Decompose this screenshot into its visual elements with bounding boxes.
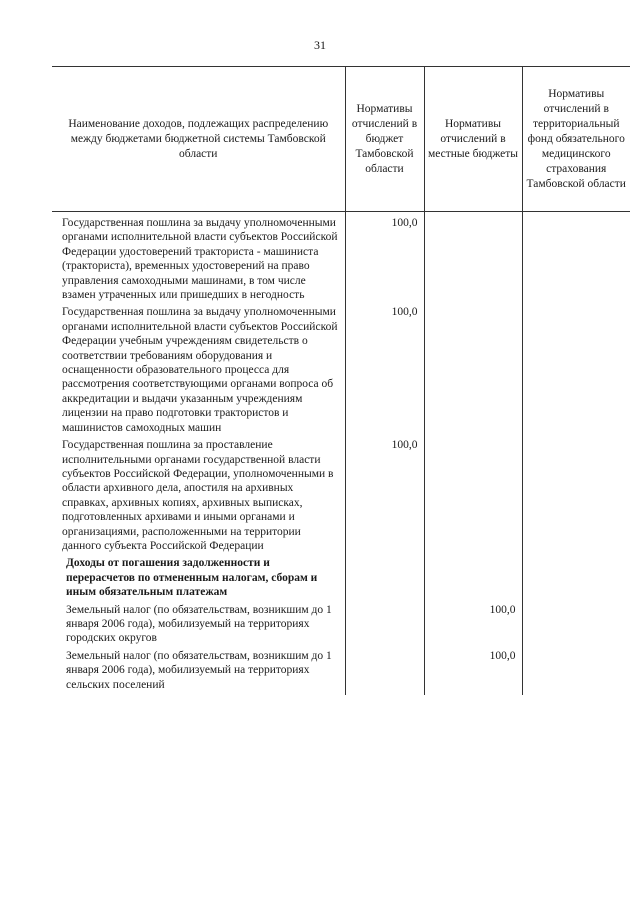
- revenue-distribution-table: [52, 66, 630, 695]
- table-row: [52, 438, 630, 556]
- local-norm: [424, 212, 522, 306]
- regional-norm: 100,0: [345, 212, 424, 306]
- local-norm: 100,0: [424, 649, 522, 695]
- oms-norm: [522, 438, 630, 556]
- table-row: [52, 649, 630, 695]
- income-name: Земельный налог (по обязательствам, возникшим до 1 января 2006 года), мобилизуемый на территориях сельских поселений: [66, 649, 332, 691]
- table-row: [52, 212, 630, 306]
- income-name: Государственная пошлина за проставление исполнительными органами государственной власти субъектов Российской Федерации, уполномоченными в области архивного дела, апостиля на архивных справках, архивных копиях, архивных выписках, подготовленных архивами и иными органами и организациями, расположенными на территории данного субъекта Российской Федерации: [62, 439, 334, 552]
- local-norm: [424, 438, 522, 556]
- section-title: Доходы от погашения задолженности и перерасчетов по отмененным налогам, сборам и иным обязательным платежам: [66, 557, 318, 599]
- oms-norm: [522, 305, 630, 438]
- header-oms-fund: Нормативы отчислений в территориальный фонд обязательного медицинского страхования Тамбовской области: [522, 67, 630, 212]
- oms-norm: [522, 649, 630, 695]
- local-norm: [424, 305, 522, 438]
- regional-norm: [345, 603, 424, 649]
- regional-norm: [345, 649, 424, 695]
- regional-norm: 100,0: [345, 305, 424, 438]
- table-header: [52, 67, 630, 212]
- section-row: [52, 556, 630, 602]
- header-income-name: Наименование доходов, подлежащих распределению между бюджетами бюджетной системы Тамбовской области: [52, 67, 345, 212]
- oms-norm: [522, 603, 630, 649]
- table-row: [52, 305, 630, 438]
- header-regional-budget: Нормативы отчислений в бюджет Тамбовской области: [345, 67, 424, 212]
- oms-norm: [522, 212, 630, 306]
- income-name: Государственная пошлина за выдачу уполномоченными органами исполнительной власти субъектов Российской Федерации учебным учреждениям свидетельств о соответствии требованиям оборудования и оснащенности образовательного процесса для рассмотрения соответствующими органами вопроса об аккредитации и выдачи указанным учреждениям лицензии на право подготовки трактористов и машинистов самоходных машин: [62, 306, 338, 434]
- regional-norm: 100,0: [345, 438, 424, 556]
- table-row: [52, 603, 630, 649]
- income-name: Государственная пошлина за выдачу уполномоченными органами исполнительной власти субъектов Российской Федерации удостоверений тракториста - машиниста (тракториста), временных удостоверений на право управления самоходными машинами, в том числе взамен утраченных или пришедших в негодность: [62, 217, 338, 302]
- local-norm: 100,0: [424, 603, 522, 649]
- page-number: 31: [314, 38, 326, 52]
- income-name: Земельный налог (по обязательствам, возникшим до 1 января 2006 года), мобилизуемый на территориях городских округов: [66, 603, 332, 645]
- header-local-budgets: Нормативы отчислений в местные бюджеты: [424, 67, 522, 212]
